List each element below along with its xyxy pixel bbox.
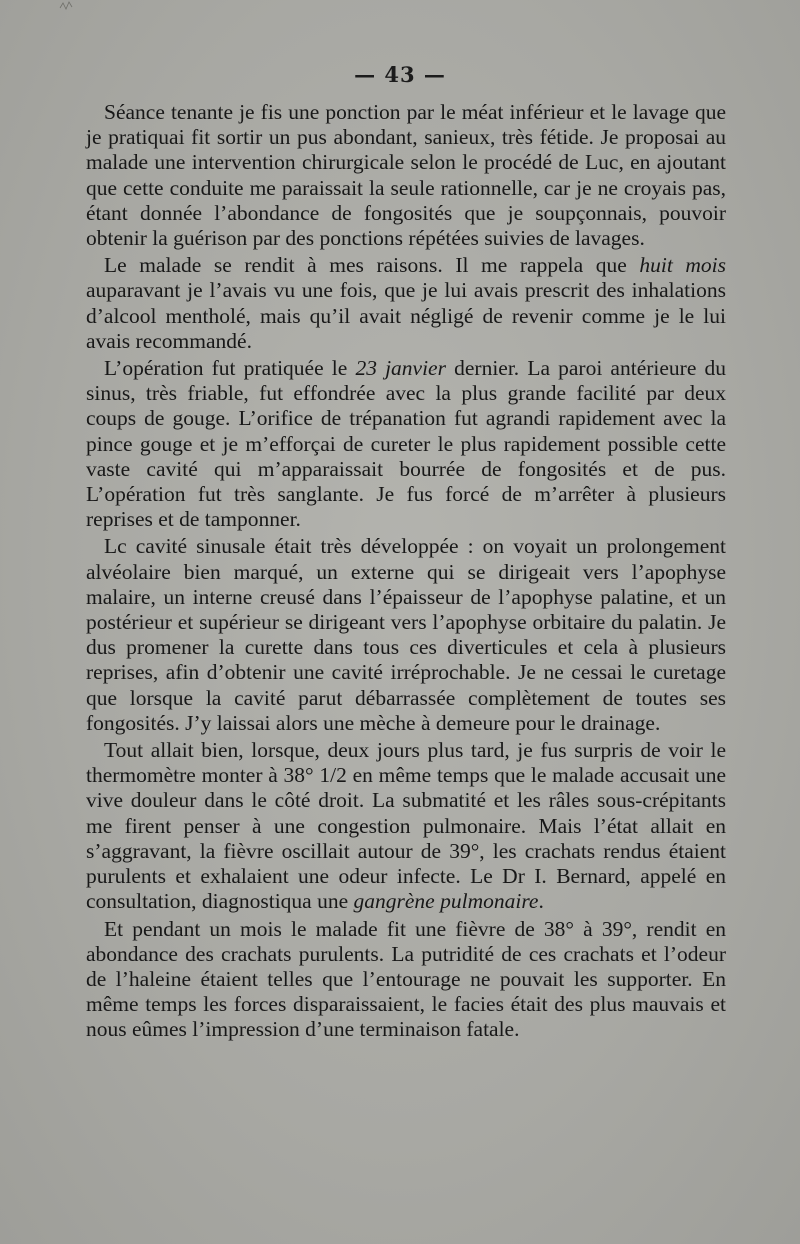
emphasis-diagnosis: gangrène pulmonaire <box>353 889 539 914</box>
body-text <box>86 100 726 1045</box>
ink-speck-mark <box>58 0 74 12</box>
paragraph-operation: L’opération fut pratiquée le 23 janvier dernier. La paroi antérieure du sinus, très friable, fut effondrée avec la plus grande facilité par deux coups de gouge. L’orifice de trépanation fut agrandi rapidement avec la pince gouge et je m’efforçai de cureter le plus rapidement possible cette vaste cavité qui m’apparaissait bourrée de fongosités et de pus. L’opération fut très sanglante. Je fus forcé de m’arrêter à plusieurs reprises et de tamponner. <box>86 356 727 532</box>
paragraph-fever: Et pendant un mois le malade fit une fièvre de 38° à 39°, rendit en abondance des crachats purulents. La putridité de ces crachats et l’odeur de l’haleine étaient telles que l’entourage ne pouvait les supporter. En même temps les forces disparaissaient, le facies était des plus mauvais et nous eûmes l’impression d’une terminaison fatale. <box>86 916 726 1042</box>
paragraph-sinus-cavity: Lc cavité sinusale était très développée : on voyait un prolongement alvéolaire bien marqué, un externe qui se dirigeait vers l’apophyse malaire, un interne creusé dans l’épaisseur de l’apophyse palatine, et un postérieur et supérieur se dirigeant vers l’apophyse orbitaire du palatin. Je dus promener la curette dans tous ces diverticules et cela à plusieurs reprises, afin d’obtenir une cavité irréprochable. Je ne cessai le curetage que lorsque la cavité parut débarrassée complètement de toutes ses fongosités. J’y laissai alors une mèche à demeure pour le drainage. <box>86 534 726 735</box>
emphasis-date: 23 janvier <box>355 356 446 381</box>
paragraph-patient-history: Le malade se rendit à mes raisons. Il me rappela que huit mois auparavant je l’avais vu une fois, que je lui avais prescrit des inhalations d’alcool mentholé, mais qu’il avait négligé de revenir comme je le lui avais recommandé. <box>86 253 726 353</box>
page-number: — 43 — <box>354 62 446 87</box>
paragraph-complication: Tout allait bien, lorsque, deux jours plus tard, je fus surpris de voir le thermomètre monter à 38° 1/2 en même temps que le malade accusait une vive douleur dans le côté droit. La submatité et les râles sous-crépitants me firent penser à une congestion pulmonaire. Mais l’état allait en s’aggravant, la fièvre oscillait autour de 39°, les crachats rendus étaient purulents et exhalaient une odeur infecte. Le Dr I. Bernard, appelé en consultation, diagnostiqua une gangrène pulmonaire. <box>86 738 726 914</box>
emphasis-text: huit mois <box>639 253 726 278</box>
paragraph-puncture: Séance tenante je fis une ponction par le méat inférieur et le lavage que je pratiquai fit sortir un pus abondant, sanieux, très fétide. Je proposai au malade une intervention chirurgicale selon le procédé de Luc, en ajoutant que cette conduite me paraissait la seule rationnelle, car je ne croyais pas, étant donnée l’abondance de fongosités que je soupçonnais, pouvoir obtenir la guérison par des ponctions répétées suivies de lavages. <box>86 100 726 251</box>
